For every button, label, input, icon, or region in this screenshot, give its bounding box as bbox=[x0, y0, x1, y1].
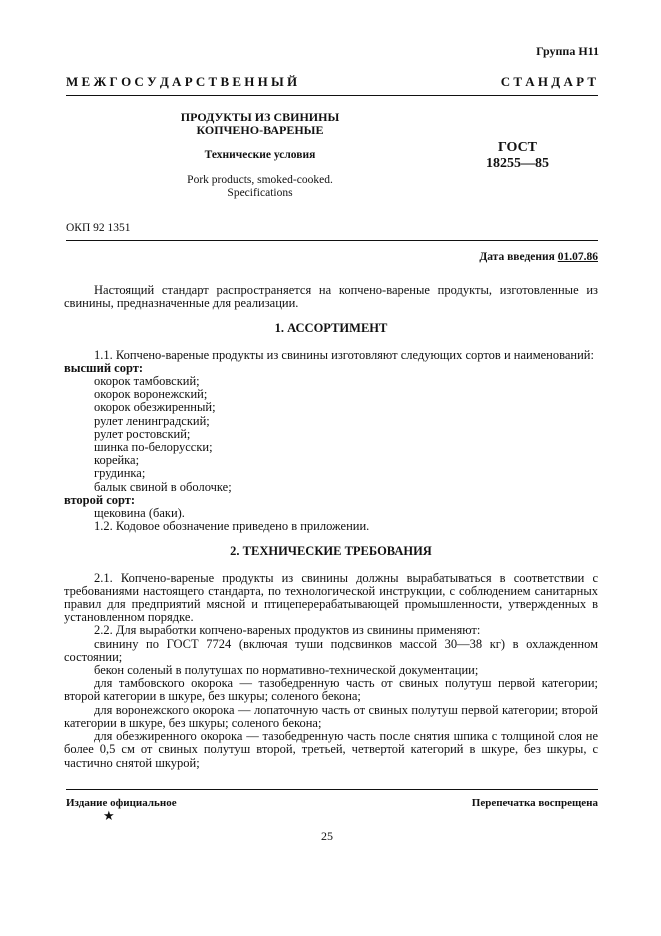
okp-code: ОКП 92 1351 bbox=[66, 222, 131, 234]
list-item: окорок воронежский; bbox=[94, 387, 208, 402]
list-item: щековина (баки). bbox=[94, 506, 185, 521]
paragraph-2-1: 2.1. Копчено-вареные продукты из свинины должны вырабатываться в соответствии с требованиями настоящего стандарта, по технологической инструкции, с соблюдением санитарных правил для предприятий мясной и птицеперерабатывающей промышленности, утвержденных в установленном порядке. bbox=[64, 570, 598, 625]
effective-date bbox=[479, 251, 598, 263]
effective-date-label: Дата введения bbox=[479, 251, 555, 263]
title-english-line-2: Specifications bbox=[227, 187, 293, 199]
star-icon: ★ bbox=[103, 808, 115, 823]
section-2-heading: 2. ТЕХНИЧЕСКИЕ ТРЕБОВАНИЯ bbox=[230, 544, 432, 559]
banner-word-standard: С Т А Н Д А Р Т bbox=[500, 74, 596, 89]
requirement-line: для обезжиренного окорока — тазобедренную часть после снятия шпика с толщиной слоя не более 0,5 см от свиных полутуш второй, третьей, четвертой категорий в шкуре, без шкуры, с частично снятой шкурой; bbox=[64, 729, 598, 770]
list-item: окорок тамбовский; bbox=[94, 374, 200, 389]
requirement-line: свинину по ГОСТ 7724 (включая туши подсвинков массой 30—38 кг) в охлажденном состоянии; bbox=[64, 636, 598, 664]
header-divider bbox=[66, 95, 598, 96]
requirement-line: бекон соленый в полутушах по нормативно-технической документации; bbox=[94, 663, 479, 678]
footer-divider bbox=[66, 789, 598, 790]
title-subtitle: Технические условия bbox=[204, 149, 316, 161]
list-item: шинка по-белорусски; bbox=[94, 440, 213, 455]
page-number: 25 bbox=[321, 829, 333, 843]
official-edition-label: Издание официальное bbox=[66, 797, 177, 809]
intro-paragraph: Настоящий стандарт распространяется на копчено-вареные продукты, изготовленные из свинины, предназначенные для реализации. bbox=[64, 283, 598, 311]
effective-date-value: 01.07.86 bbox=[557, 251, 598, 263]
paragraph-1-2: 1.2. Кодовое обозначение приведено в приложении. bbox=[94, 519, 370, 534]
title-line-1: ПРОДУКТЫ ИЗ СВИНИНЫ bbox=[180, 110, 340, 124]
gost-number: 18255—85 bbox=[486, 156, 549, 171]
title-english-line-1: Pork products, smoked-cooked. bbox=[187, 174, 333, 186]
reprint-prohibited-label: Перепечатка воспрещена bbox=[471, 797, 598, 809]
list-item: балык свиной в оболочке; bbox=[94, 479, 232, 494]
group-code: Группа Н11 bbox=[536, 44, 599, 58]
title-line-2: КОПЧЕНО-ВАРЕНЫЕ bbox=[196, 123, 324, 137]
list-item: рулет ростовский; bbox=[94, 426, 191, 441]
grade-premium-label: высший сорт: bbox=[64, 360, 144, 375]
banner-word-interstate: М Е Ж Г О С У Д А Р С Т В Е Н Н Ы Й bbox=[66, 74, 298, 89]
section-1-heading: 1. АССОРТИМЕНТ bbox=[274, 321, 388, 336]
requirement-line: для тамбовского окорока — тазобедренную часть от свиных полутуш первой категории; второй категории в шкуре, без шкуры; соленого бекона; bbox=[64, 676, 598, 704]
grade-second-label: второй сорт: bbox=[64, 492, 136, 507]
document-body bbox=[64, 284, 598, 770]
list-item: окорок обезжиренный; bbox=[94, 400, 216, 415]
gost-designation bbox=[470, 140, 565, 172]
list-item: грудинка; bbox=[94, 466, 146, 481]
requirement-line: для воронежского окорока — лопаточную часть от свиных полутуш первой категории; второй категории в шкуре, без шкуры; соленого бекона; bbox=[64, 702, 598, 730]
standard-banner bbox=[66, 74, 596, 90]
gost-label: ГОСТ bbox=[497, 140, 538, 155]
okp-divider bbox=[66, 240, 598, 241]
paragraph-1-1: 1.1. Копчено-вареные продукты из свинины изготовляют следующих сортов и наименований: bbox=[94, 347, 594, 362]
document-title-block bbox=[160, 111, 360, 200]
list-item: рулет ленинградский; bbox=[94, 413, 210, 428]
title-english bbox=[160, 174, 360, 200]
paragraph-2-2: 2.2. Для выработки копчено-вареных продуктов из свинины применяют: bbox=[94, 623, 481, 638]
list-item: корейка; bbox=[94, 453, 140, 468]
